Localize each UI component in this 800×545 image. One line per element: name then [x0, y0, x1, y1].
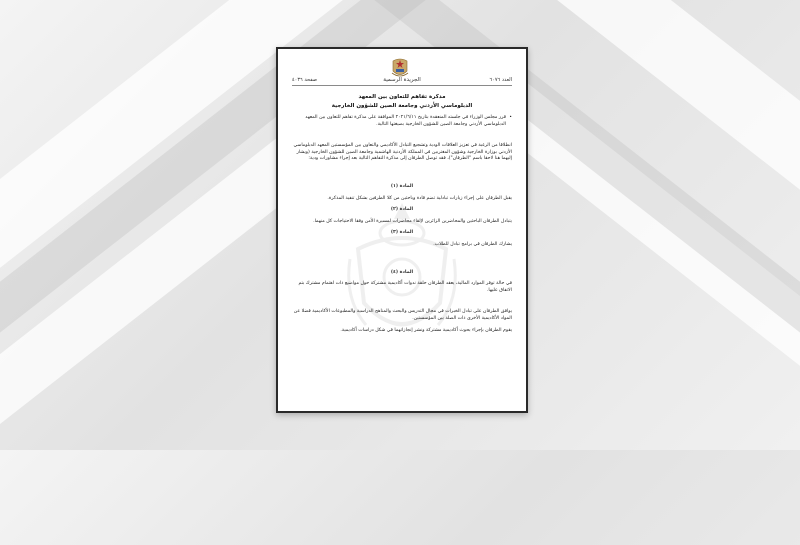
article-paragraph: في حالة توفر الموارد المالية، يعقد الطرفان حلقة ندوات أكاديمية مشتركة حول مواضيع ذات اهتمام مشترك بتم الاتفاق عليها.	[298, 281, 512, 293]
title-line: الدبلوماسي الأردني وجامعة الصين للشؤون الخارجية	[331, 103, 473, 109]
page-number: صفحة ٤٠٣٦	[292, 77, 318, 83]
document-page	[276, 47, 528, 413]
article-paragraph: يقبل الطرفان على إجراء زيارات تبادلية تضم قادة وباحثين من كلا الطرفين بشكل تنفيذ المذكرة.	[327, 195, 512, 201]
article-heading: المادة (٤)	[390, 269, 414, 275]
article-paragraph: يوافق الطرفان على تبادل الخبرات في مجال التدريس والبحث والمناهج الدراسية والمطبوعات الأكاديمية فضلا عن المواد الأكاديمية الأخرى ذات الصلة بين المؤسستين.	[293, 309, 512, 321]
title-line: مذكرة تفاهم للتعاون بين المعهد	[358, 94, 446, 100]
coat-of-arms-icon	[390, 57, 410, 79]
introduction-paragraph: انطلاقا من الرغبة في تعزيز العلاقات الودية وتشجيع التبادل الأكاديمي والتعاون بين المؤسستين المعهد الدبلوماسي الأردني بوزارة الخارجية وشؤون المغتربين في المملكة الأردنية الهاشمية وجامعة الصين للشؤون الخارجية (ويشار إليهما هنا لاحقا باسم "الطرفان")، فقد توصل الطرفان إلى مذكرة التفاهم التالية بعد إجراء مشاورات ودية:	[293, 143, 512, 162]
article-paragraph: يشارك الطرفان في برامج تبادل للطلاب.	[433, 241, 512, 247]
gazette-title: الجريدة الرسمية	[383, 77, 421, 83]
article-heading: المادة (٣)	[390, 230, 414, 236]
article-paragraph: يقوم الطرفان بإجراء بحوث أكاديمية مشتركة ونشر إنجازاتهما في شكل دراسات أكاديمية.	[340, 327, 512, 333]
document-title	[292, 93, 512, 111]
issue-number: العدد ٦٠٧٦	[489, 77, 512, 83]
article-paragraph: يتبادل الطرفان الباحثين والمحاضرين الزائرين لإلقاء محاضرات لمسيرة الأمن وفقا الاحتياجات كل منهما.	[313, 218, 512, 224]
document-body	[292, 115, 512, 339]
preamble-paragraph: • قرر مجلس الوزراء في جلسته المنعقدة بتاريخ ٢٠٢١/٦/١١ الموافقة على مذكرة تفاهم للتعاون بين المعهد الدبلوماسي الأردني وجامعة الصين للشؤون الخارجية بصيغتها التالية.	[292, 115, 512, 128]
article-heading: المادة (١)	[390, 183, 414, 189]
article-heading: المادة (٢)	[390, 207, 414, 213]
